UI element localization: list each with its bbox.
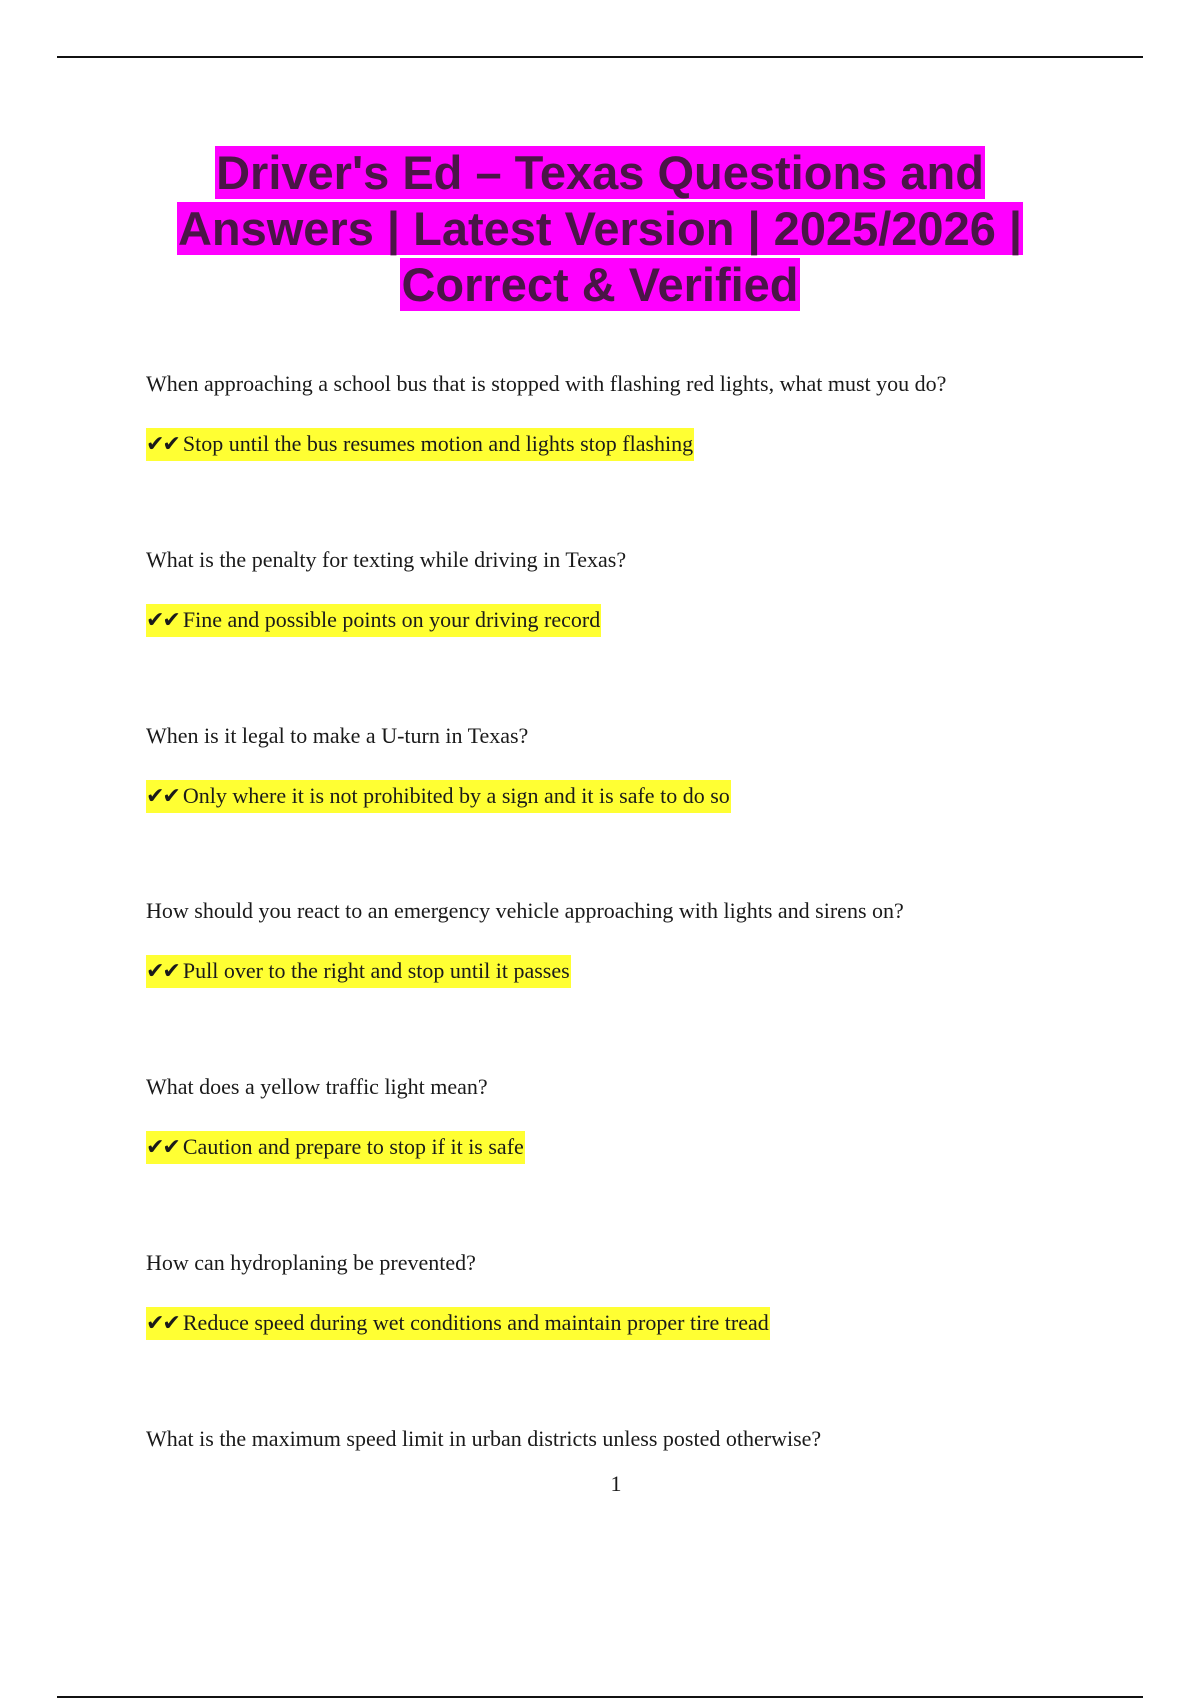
answer-text: Fine and possible points on your driving record [182, 607, 601, 632]
answer-text: Stop until the bus resumes motion and lights stop flashing [182, 431, 694, 456]
qa-item [146, 1073, 1066, 1164]
title-line-2: Answers | Latest Version | 2025/2026 | [177, 202, 1023, 255]
title-line-3: Correct & Verified [401, 258, 799, 311]
answer-highlight [146, 604, 601, 637]
answer-highlight [146, 1307, 770, 1340]
question-text: When is it legal to make a U-turn in Texas? [146, 723, 529, 748]
double-check-icon: ✔✔ [146, 1135, 179, 1160]
answer-text: Only where it is not prohibited by a sign and it is safe to do so [182, 783, 730, 808]
bottom-rule [57, 1696, 1143, 1698]
page-number: 1 [610, 1471, 622, 1496]
double-check-icon: ✔✔ [146, 959, 179, 984]
question-text: What does a yellow traffic light mean? [146, 1074, 488, 1099]
double-check-icon: ✔✔ [146, 1311, 179, 1336]
answer-highlight [146, 1131, 525, 1164]
qa-item [146, 722, 1066, 813]
double-check-icon: ✔✔ [146, 784, 179, 809]
document-title [100, 145, 1100, 313]
top-rule [57, 56, 1143, 58]
answer-highlight [146, 428, 694, 461]
question-text: What is the penalty for texting while driving in Texas? [146, 547, 627, 572]
question-text: What is the maximum speed limit in urban districts unless posted otherwise? [146, 1426, 822, 1451]
qa-item [146, 897, 1066, 988]
qa-item [146, 546, 1066, 637]
qa-item [146, 1249, 1066, 1340]
answer-text: Caution and prepare to stop if it is safe [182, 1134, 524, 1159]
question-text: When approaching a school bus that is stopped with flashing red lights, what must you do? [146, 371, 947, 396]
double-check-icon: ✔✔ [146, 432, 179, 457]
qa-item [146, 1425, 1066, 1453]
answer-text: Pull over to the right and stop until it passes [182, 958, 570, 983]
question-text: How should you react to an emergency vehicle approaching with lights and sirens on? [146, 898, 904, 923]
answer-highlight [146, 955, 571, 988]
title-line-1: Driver's Ed – Texas Questions and [216, 146, 984, 199]
question-text: How can hydroplaning be prevented? [146, 1250, 476, 1275]
answer-text: Reduce speed during wet conditions and maintain proper tire tread [182, 1310, 769, 1335]
answer-highlight [146, 780, 731, 813]
qa-item [146, 370, 1066, 461]
double-check-icon: ✔✔ [146, 608, 179, 633]
